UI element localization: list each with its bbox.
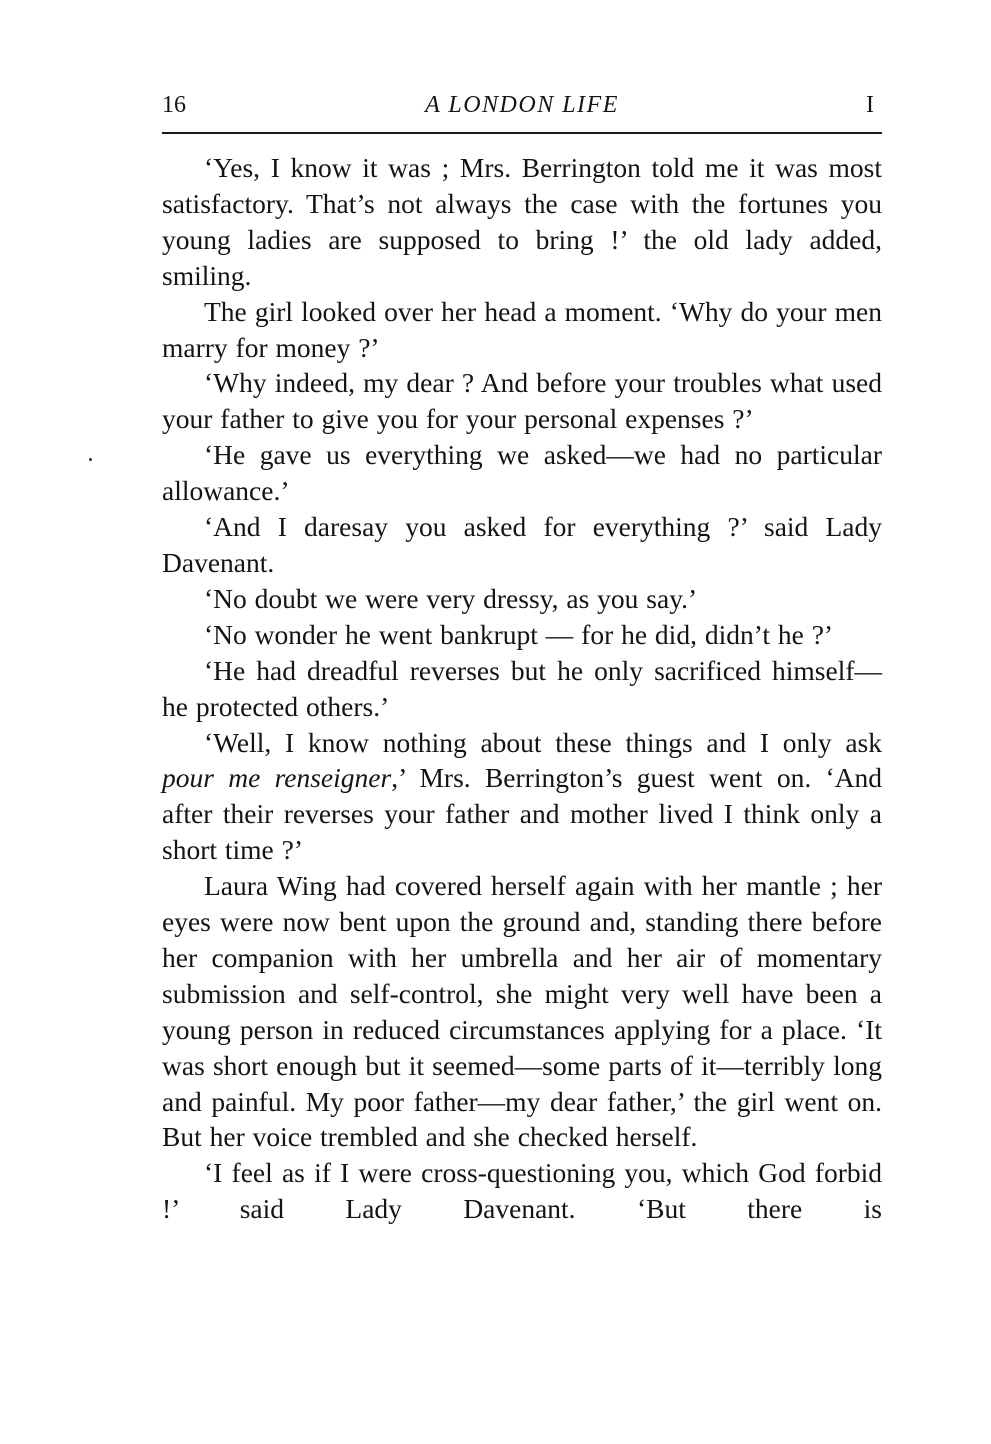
paragraph: [162, 725, 882, 869]
text-run: ‘No wonder he went bankrupt — for he did, didn’t he ?’: [204, 618, 834, 650]
text-run: The girl looked over her head a moment. ‘Why do your men marry for money ?’: [162, 295, 882, 363]
header-rule: [162, 132, 882, 134]
text-run: ‘Why indeed, my dear ? And before your troubles what used your father to give you for your personal expenses ?’: [162, 367, 882, 435]
text-run: ‘Well, I know nothing about these things and I only ask: [204, 726, 882, 758]
paragraph: [162, 365, 882, 437]
running-head: [162, 88, 882, 122]
paragraph: [162, 653, 882, 725]
text-run: ‘Yes, I know it was ; Mrs. Berrington told me it was most satisfactory. That’s not always the case with the fortunes you young ladies are supposed to bring !’ the old lady added, smiling.: [162, 152, 882, 291]
paragraph: [162, 509, 882, 581]
paragraph: [162, 1155, 882, 1227]
text-run: ‘He had dreadful reverses but he only sacrificed himself—he protected others.’: [162, 654, 882, 722]
page-number: 16: [162, 92, 186, 118]
text-run: ,’ Mrs. Berrington’s guest went on. ‘And after their reverses your father and mother lived I think only a short time ?’: [162, 762, 882, 866]
chapter-marker: I: [866, 92, 874, 118]
text-run: ‘I feel as if I were cross-questioning you, which God forbid !’ said Lady Davenant. ‘But there is: [162, 1157, 882, 1225]
paragraph: [162, 437, 882, 509]
text-run: Laura Wing had covered herself again with her mantle ; her eyes were now bent upon the ground and, standing there before her companion with her umbrella and her air of momentary submission and self-control, she might very well have been a young person in reduced circumstances applying for a place. ‘It was short enough but it seemed—some parts of it—terribly long and painful. My poor father—my dear father,’ the girl went on. But her voice trembled and she checked herself.: [162, 870, 882, 1153]
text-run: ‘And I daresay you asked for everything ?’ said Lady Davenant.: [162, 511, 882, 578]
paragraph: [162, 868, 882, 1155]
running-title: A LONDON LIFE: [425, 92, 619, 118]
text-run: ‘No doubt we were very dressy, as you say.’: [204, 582, 698, 614]
paragraph: [162, 150, 882, 294]
book-page: [162, 88, 882, 1227]
italic-phrase: pour me renseigner: [162, 762, 392, 794]
body-text: [162, 150, 882, 1227]
text-run: ‘He gave us everything we asked—we had no particular allowance.’: [162, 439, 882, 507]
paragraph: [162, 581, 882, 617]
paragraph: [162, 617, 882, 653]
paragraph: [162, 294, 882, 366]
stray-ink-mark: [89, 458, 92, 461]
